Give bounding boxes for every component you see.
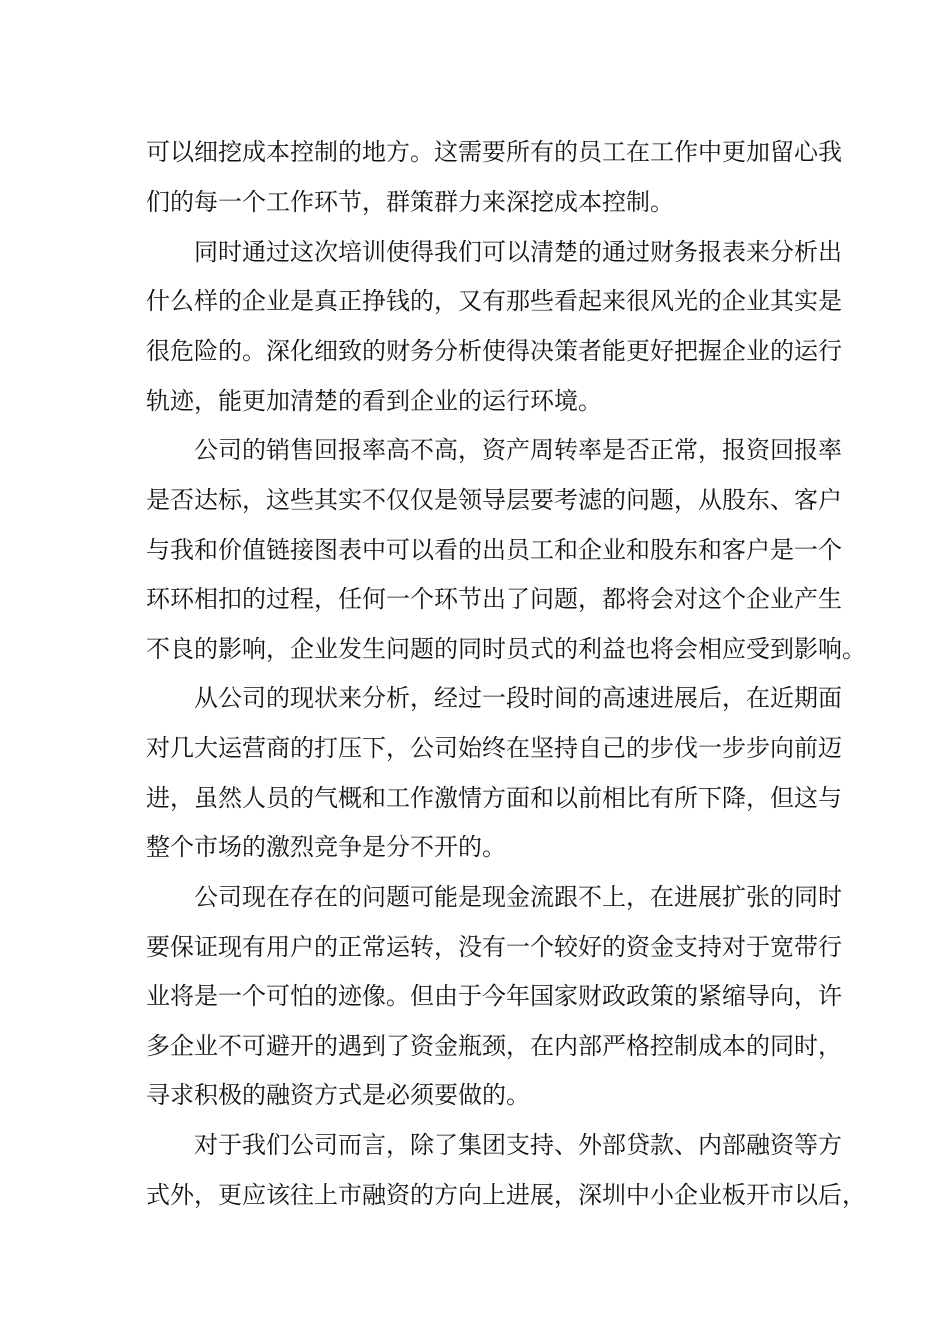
paragraph-first-line: 同时通过这次培训使得我们可以清楚的通过财务报表来分析出 <box>194 238 842 266</box>
text-line: 很危险的。深化细致的财务分析使得决策者能更好把握企业的运行 <box>146 337 842 365</box>
text-line: 寻求积极的融资方式是必须要做的。 <box>146 1081 530 1109</box>
text-line: 什么样的企业是真正挣钱的，又有那些看起来很风光的企业其实是 <box>146 287 842 315</box>
text-line: 整个市场的激烈竞争是分不开的。 <box>146 833 506 861</box>
paragraph-first-line: 公司的销售回报率高不高，资产周转率是否正常，报资回报率 <box>194 436 842 464</box>
text-line: 要保证现有用户的正常运转，没有一个较好的资金支持对于宽带行 <box>146 933 842 961</box>
text-line: 不良的影响，企业发生问题的同时员式的利益也将会相应受到影响。 <box>146 635 866 663</box>
text-line: 式外，更应该往上市融资的方向上进展，深圳中小企业板开市以后， <box>146 1181 866 1209</box>
text-line: 多企业不可避开的遇到了资金瓶颈，在内部严格控制成本的同时， <box>146 1032 842 1060</box>
text-line: 进，虽然人员的气概和工作激情方面和以前相比有所下降，但这与 <box>146 784 842 812</box>
text-line: 轨迹，能更加清楚的看到企业的运行环境。 <box>146 387 602 415</box>
text-line: 环环相扣的过程，任何一个环节出了问题，都将会对这个企业产生 <box>146 585 842 613</box>
text-line: 与我和价值链接图表中可以看的出员工和企业和股东和客户是一个 <box>146 536 842 564</box>
paragraph-first-line: 对于我们公司而言，除了集团支持、外部贷款、内部融资等方 <box>194 1131 842 1159</box>
paragraph-first-line: 从公司的现状来分析，经过一段时间的高速进展后，在近期面 <box>194 684 842 712</box>
text-line: 业将是一个可怕的迹像。但由于今年国家财政政策的紧缩导向，许 <box>146 982 842 1010</box>
text-line: 对几大运营商的打压下，公司始终在坚持自己的步伐一步步向前迈 <box>146 734 842 762</box>
text-line: 可以细挖成本控制的地方。这需要所有的员工在工作中更加留心我 <box>146 138 842 166</box>
text-line: 们的每一个工作环节，群策群力来深挖成本控制。 <box>146 188 674 216</box>
text-line: 是否达标，这些其实不仅仅是领导层要考滤的问题，从股东、客户 <box>146 486 842 514</box>
paragraph-first-line: 公司现在存在的问题可能是现金流跟不上，在进展扩张的同时 <box>194 883 842 911</box>
